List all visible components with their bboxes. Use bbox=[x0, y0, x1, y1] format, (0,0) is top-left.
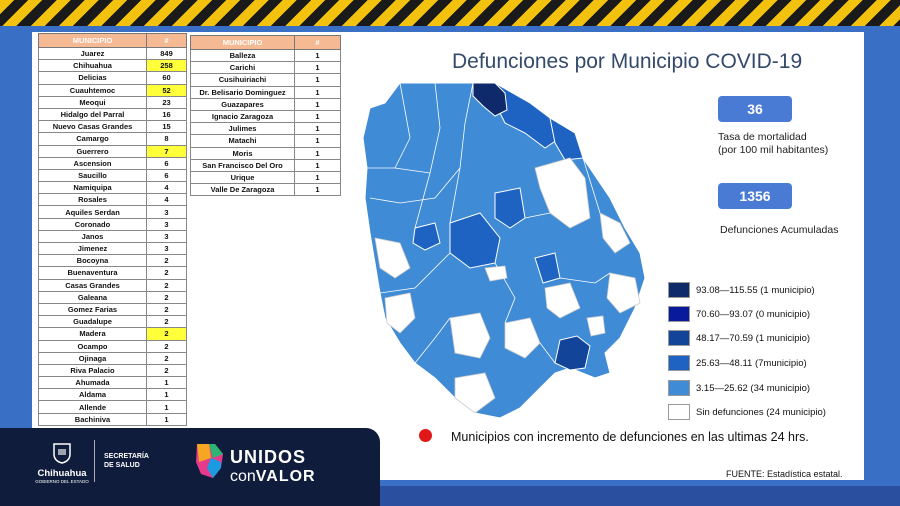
death-count-cell: 1 bbox=[295, 50, 341, 62]
legend-item bbox=[668, 355, 807, 371]
legend-label: 93.08—115.55 (1 municipio) bbox=[696, 284, 815, 296]
death-count-cell: 258 bbox=[147, 60, 187, 72]
municipio-name-cell: Gomez Farias bbox=[39, 303, 147, 315]
death-count-cell: 1 bbox=[147, 401, 187, 413]
table-row bbox=[39, 145, 187, 157]
table-row bbox=[39, 243, 187, 255]
table-row bbox=[39, 377, 187, 389]
table-row bbox=[39, 255, 187, 267]
death-count-cell: 1 bbox=[147, 413, 187, 425]
table-row bbox=[39, 169, 187, 181]
death-count-cell: 1 bbox=[295, 184, 341, 196]
legend-label: 3.15—25.62 (34 municipio) bbox=[696, 382, 811, 394]
municipio-name-cell: Ascension bbox=[39, 157, 147, 169]
legend-swatch bbox=[668, 330, 690, 346]
table-row bbox=[39, 364, 187, 376]
state-name: Chihuahua bbox=[37, 468, 87, 479]
dept-line2: DE SALUD bbox=[104, 462, 140, 469]
death-count-cell: 2 bbox=[147, 340, 187, 352]
table-row bbox=[191, 159, 341, 171]
slogan-line1: UNIDOS bbox=[230, 447, 307, 467]
table-row bbox=[39, 60, 187, 72]
death-count-cell: 7 bbox=[147, 145, 187, 157]
count-header: # bbox=[147, 34, 187, 48]
municipio-name-cell: Ahumada bbox=[39, 377, 147, 389]
table-row bbox=[191, 184, 341, 196]
municipio-name-cell: Galeana bbox=[39, 291, 147, 303]
death-count-cell: 4 bbox=[147, 182, 187, 194]
death-count-cell: 2 bbox=[147, 291, 187, 303]
legend-swatch bbox=[668, 380, 690, 396]
chihuahua-municipality-map bbox=[355, 78, 655, 423]
legend-item bbox=[668, 330, 810, 346]
logo-divider bbox=[94, 440, 95, 482]
table-row bbox=[39, 218, 187, 230]
legend-swatch bbox=[668, 282, 690, 298]
municipio-name-cell: Cuauhtemoc bbox=[39, 84, 147, 96]
death-count-cell: 3 bbox=[147, 243, 187, 255]
municipio-name-cell: Coronado bbox=[39, 218, 147, 230]
legend-label: 48.17—70.59 (1 municipio) bbox=[696, 332, 811, 344]
death-count-cell: 2 bbox=[147, 316, 187, 328]
slogan-valor: VALOR bbox=[255, 468, 316, 485]
municipio-name-cell: Moris bbox=[191, 147, 295, 159]
table-header-row bbox=[39, 34, 187, 48]
municipio-name-cell: Camargo bbox=[39, 133, 147, 145]
death-count-cell: 1 bbox=[295, 147, 341, 159]
death-count-cell: 6 bbox=[147, 169, 187, 181]
death-count-cell: 8 bbox=[147, 133, 187, 145]
red-dot-marker-icon bbox=[419, 429, 432, 442]
death-count-cell: 2 bbox=[147, 352, 187, 364]
table-row bbox=[39, 291, 187, 303]
table-row bbox=[191, 98, 341, 110]
slogan-con: con bbox=[230, 468, 256, 485]
death-count-cell: 23 bbox=[147, 96, 187, 108]
municipio-name-cell: Saucillo bbox=[39, 169, 147, 181]
table-row bbox=[39, 279, 187, 291]
death-count-cell: 60 bbox=[147, 72, 187, 84]
health-secretariat-logo bbox=[104, 452, 149, 470]
table-row bbox=[39, 48, 187, 60]
legend-swatch bbox=[668, 404, 690, 420]
death-count-cell: 849 bbox=[147, 48, 187, 60]
municipio-name-cell: Valle De Zaragoza bbox=[191, 184, 295, 196]
death-count-cell: 1 bbox=[295, 98, 341, 110]
mortality-rate-label bbox=[718, 131, 828, 157]
legend-swatch bbox=[668, 355, 690, 371]
table-row bbox=[191, 123, 341, 135]
municipio-name-cell: Janos bbox=[39, 230, 147, 242]
death-count-cell: 52 bbox=[147, 84, 187, 96]
death-count-cell: 2 bbox=[147, 328, 187, 340]
municipio-name-cell: Meoqui bbox=[39, 96, 147, 108]
mortality-label-line2: (por 100 mil habitantes) bbox=[718, 144, 829, 156]
slogan-logo bbox=[230, 447, 316, 486]
legend-swatch bbox=[668, 306, 690, 322]
municipio-name-cell: San Francisco Del Oro bbox=[191, 159, 295, 171]
death-count-cell: 1 bbox=[295, 135, 341, 147]
death-count-cell: 2 bbox=[147, 303, 187, 315]
table-row bbox=[191, 50, 341, 62]
municipio-name-cell: Aldama bbox=[39, 389, 147, 401]
table-row bbox=[39, 340, 187, 352]
municipio-name-cell: Matachi bbox=[191, 135, 295, 147]
municipio-name-cell: Hidalgo del Parral bbox=[39, 108, 147, 120]
hazard-stripe-banner bbox=[0, 0, 900, 26]
table-row bbox=[39, 303, 187, 315]
municipio-name-cell: Juarez bbox=[39, 48, 147, 60]
table-row bbox=[39, 352, 187, 364]
death-count-cell: 3 bbox=[147, 230, 187, 242]
municipio-name-cell: Rosales bbox=[39, 194, 147, 206]
municipio-name-cell: Balleza bbox=[191, 50, 295, 62]
legend-item bbox=[668, 380, 810, 396]
municipio-name-cell: Carichi bbox=[191, 62, 295, 74]
death-count-cell: 3 bbox=[147, 206, 187, 218]
municipio-name-cell: Ojinaga bbox=[39, 352, 147, 364]
table-row bbox=[191, 110, 341, 122]
death-count-cell: 1 bbox=[295, 62, 341, 74]
death-count-cell: 2 bbox=[147, 267, 187, 279]
count-header: # bbox=[295, 36, 341, 50]
dept-line1: SECRETARÍA bbox=[104, 453, 149, 460]
municipio-name-cell: Buenaventura bbox=[39, 267, 147, 279]
legend-label: 25.63—48.11 (7municipio) bbox=[696, 357, 807, 369]
table-row bbox=[39, 96, 187, 108]
death-count-cell: 1 bbox=[295, 110, 341, 122]
mortality-label-line1: Tasa de mortalidad bbox=[718, 131, 807, 143]
death-count-cell: 6 bbox=[147, 157, 187, 169]
municipio-name-cell: Riva Palacio bbox=[39, 364, 147, 376]
table-row bbox=[191, 86, 341, 98]
municipio-header: MUNICIPIO bbox=[191, 36, 295, 50]
death-count-cell: 16 bbox=[147, 108, 187, 120]
municipio-header: MUNICIPIO bbox=[39, 34, 147, 48]
table-row bbox=[39, 121, 187, 133]
state-shield-icon bbox=[51, 442, 73, 464]
death-count-cell: 2 bbox=[147, 279, 187, 291]
legend-label: Sin defunciones (24 municipio) bbox=[696, 406, 826, 418]
table-row bbox=[39, 182, 187, 194]
table-row bbox=[39, 230, 187, 242]
table-row bbox=[39, 84, 187, 96]
municipio-table-right bbox=[190, 35, 341, 196]
municipio-name-cell: Bachiniva bbox=[39, 413, 147, 425]
legend-item bbox=[668, 404, 826, 420]
table-row bbox=[39, 267, 187, 279]
source-credit: FUENTE: Estadística estatal. bbox=[726, 469, 843, 479]
table-row bbox=[191, 62, 341, 74]
state-subtitle: GOBIERNO DEL ESTADO bbox=[35, 479, 89, 484]
death-count-cell: 1 bbox=[295, 74, 341, 86]
table-row bbox=[191, 135, 341, 147]
municipio-table-left bbox=[38, 33, 187, 426]
municipio-name-cell: Bocoyna bbox=[39, 255, 147, 267]
table-row bbox=[39, 108, 187, 120]
map-title: Defunciones por Municipio COVID-19 bbox=[452, 50, 803, 73]
legend-label: 70.60—93.07 (0 municipio) bbox=[696, 308, 811, 320]
table-row bbox=[191, 74, 341, 86]
death-count-cell: 2 bbox=[147, 255, 187, 267]
death-count-cell: 3 bbox=[147, 218, 187, 230]
mortality-rate-box: 36 bbox=[718, 96, 792, 122]
accumulated-deaths-label: Defunciones Acumuladas bbox=[720, 224, 839, 236]
footer-strip bbox=[380, 486, 900, 506]
table-header-row bbox=[191, 36, 341, 50]
legend-item bbox=[668, 306, 810, 322]
municipio-name-cell: Urique bbox=[191, 171, 295, 183]
accumulated-deaths-box: 1356 bbox=[718, 183, 792, 209]
table-row bbox=[39, 316, 187, 328]
municipio-name-cell: Ignacio Zaragoza bbox=[191, 110, 295, 122]
table-row bbox=[39, 389, 187, 401]
municipio-name-cell: Casas Grandes bbox=[39, 279, 147, 291]
table-row bbox=[39, 413, 187, 425]
table-row bbox=[191, 171, 341, 183]
municipio-name-cell: Guazapares bbox=[191, 98, 295, 110]
death-count-cell: 1 bbox=[295, 123, 341, 135]
table-row bbox=[191, 147, 341, 159]
table-row bbox=[39, 194, 187, 206]
table-row bbox=[39, 328, 187, 340]
municipio-name-cell: Allende bbox=[39, 401, 147, 413]
table-row bbox=[39, 133, 187, 145]
increase-note: Municipios con incremento de defunciones en las ultimas 24 hrs. bbox=[451, 430, 809, 444]
table-row bbox=[39, 401, 187, 413]
legend-item bbox=[668, 282, 815, 298]
table-row bbox=[39, 157, 187, 169]
municipio-name-cell: Jimenez bbox=[39, 243, 147, 255]
death-count-cell: 1 bbox=[295, 159, 341, 171]
death-count-cell: 1 bbox=[295, 171, 341, 183]
municipio-name-cell: Cusihuiriachi bbox=[191, 74, 295, 86]
state-base-region bbox=[363, 83, 645, 418]
municipio-name-cell: Chihuahua bbox=[39, 60, 147, 72]
state-government-logo bbox=[30, 442, 94, 484]
death-count-cell: 1 bbox=[147, 389, 187, 401]
municipio-name-cell: Guerrero bbox=[39, 145, 147, 157]
municipio-name-cell: Nuevo Casas Grandes bbox=[39, 121, 147, 133]
death-count-cell: 4 bbox=[147, 194, 187, 206]
municipio-name-cell: Madera bbox=[39, 328, 147, 340]
municipio-name-cell: Aquiles Serdan bbox=[39, 206, 147, 218]
death-count-cell: 2 bbox=[147, 364, 187, 376]
death-count-cell: 1 bbox=[295, 86, 341, 98]
municipio-name-cell: Delicias bbox=[39, 72, 147, 84]
unidos-state-map-icon bbox=[193, 440, 227, 480]
municipio-name-cell: Julimes bbox=[191, 123, 295, 135]
municipio-name-cell: Namiquipa bbox=[39, 182, 147, 194]
table-row bbox=[39, 206, 187, 218]
municipio-name-cell: Guadalupe bbox=[39, 316, 147, 328]
municipio-name-cell: Ocampo bbox=[39, 340, 147, 352]
death-count-cell: 15 bbox=[147, 121, 187, 133]
death-count-cell: 1 bbox=[147, 377, 187, 389]
municipio-name-cell: Dr. Belisario Dominguez bbox=[191, 86, 295, 98]
table-row bbox=[39, 72, 187, 84]
